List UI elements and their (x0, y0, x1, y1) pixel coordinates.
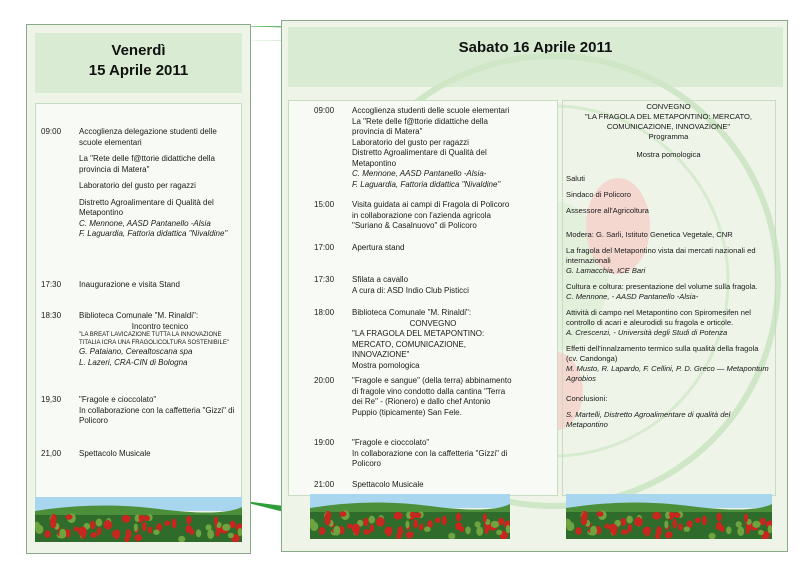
friday-date: 15 Aprile 2011 (88, 62, 189, 79)
item-line: "Fragole e cioccolato" (79, 395, 157, 404)
item-line: Visita guidata ai campi di Fragola di Policoro in collaborazione con l'azienda agricola "Suriano & Casalnuovo" di Policoro (352, 200, 510, 230)
item-line: Accoglienza delegazione studenti delle scuole elementari (79, 127, 217, 147)
item-line: Biblioteca Comunale "M. Rinaldi": (79, 311, 199, 320)
item-line: Distretto Agroalimentare di Qualità del Metapontino (79, 197, 214, 217)
item-line: CONVEGNO (409, 318, 457, 328)
time: 18:30 (41, 311, 62, 320)
item-line: Sfilata a cavallo (352, 275, 409, 284)
time: 09:00 (314, 106, 335, 115)
speaker: C. Mennone, AASD Pantanello -Alsia (79, 218, 211, 228)
item-line: "Fragole e cioccolato" (352, 438, 430, 447)
conclusioni-label: Conclusioni: (566, 394, 608, 403)
item-line: Laboratorio del gusto per ragazzi (79, 181, 196, 190)
item-line: Laboratorio del gusto per ragazzi (352, 137, 469, 147)
talk-3-speaker: A. Crescenzi, - Università degli Studi di Potenza (566, 328, 728, 337)
convegno-title: "LA FRAGOLA DEL METAPONTINO: MERCATO, COMUNICAZIONE, INNOVAZIONE" (585, 112, 752, 131)
item-line: Accoglienza studenti delle scuole elementari (352, 106, 510, 115)
item-line: Inaugurazione e visita Stand (79, 280, 180, 289)
time: 09:00 (41, 127, 62, 136)
moderator: Modera: G. Sarli, Istituto Genetica Vegetale, CNR (566, 230, 733, 239)
time: 20:00 (314, 376, 335, 385)
time: 19,30 (41, 395, 62, 404)
saturday-title: Sabato 16 Aprile 2011 (458, 39, 613, 56)
programma-label: Programma (648, 132, 689, 141)
speaker: C. Mennone, AASD Pantanello -Alsia- (352, 169, 487, 178)
talk-2-speaker: C. Mennone, - AASD Pantanello -Alsia- (566, 292, 699, 301)
item-line: A cura di: ASD Indio Club Pisticci (352, 285, 469, 295)
time: 19:00 (314, 438, 335, 447)
talk-2: Cultura e coltura: presentazione del volume sulla fragola. (566, 282, 758, 291)
item-line: Spettacolo Musicale (79, 449, 151, 458)
strawberry-field-image (566, 494, 772, 539)
speaker: G. Pataiano, Cerealtoscana spa (79, 347, 193, 356)
item-line: Spettacolo Musicale (352, 480, 424, 489)
convegno-head: CONVEGNO (646, 102, 691, 111)
item-line: Mostra pomologica (352, 360, 420, 370)
item-line: Biblioteca Comunale "M. Rinaldi": (352, 308, 472, 317)
time: 17:30 (41, 280, 62, 289)
talk-4-speaker: M. Musto, R. Lapardo, F. Cellini, P. D. Greco — Metapontum Agrobios (566, 364, 769, 383)
talk-1: La fragola del Metapontino vista dai mercati nazionali ed internazionali (566, 246, 756, 265)
convegno-program (566, 102, 771, 430)
item-line: "LA FRAGOLA DEL METAPONTINO: MERCATO, COMUNICAZIONE, INNOVAZIONE" (352, 329, 485, 359)
speaker: F. Laguardia, Fattoria didattica "Nivaldine" (79, 229, 228, 238)
friday-panel (26, 24, 251, 554)
friday-day: Venerdì (111, 42, 166, 59)
item-line: Distretto Agroalimentare di Qualità del Metapontino (352, 148, 487, 168)
item-line: La "Rete delle f@ttorie didattiche della provincia di Matera" (352, 116, 488, 136)
strawberry-field-image (35, 497, 242, 542)
time: 18:00 (314, 308, 335, 317)
talk-4: Effetti dell'innalzamento termico sulla qualità della fragola (cv. Candonga) (566, 344, 759, 363)
speaker: F. Laguardia, Fattoria didattica "Nivaldine" (352, 179, 501, 189)
assessore-label: Assessore all'Agricoltura (566, 206, 649, 215)
time: 15:00 (314, 200, 335, 209)
talk-title: "LA BREAT LAVICAZIONE TUTTA LA INNOVAZIONE TITALIA ICRA UNA FRAGOLICOLTURA SOSTENIBILE" (79, 332, 229, 346)
item-line: Apertura stand (352, 243, 405, 252)
item-line: In collaborazione con la caffetteria "Gizzi" di Policoro (352, 448, 508, 468)
speaker: L. Lazeri, CRA-CIN di Bologna (79, 357, 188, 367)
time: 17:30 (314, 275, 335, 284)
time: 21:00 (314, 480, 335, 489)
mostra-label: Mostra pomologica (636, 150, 701, 159)
time: 21,00 (41, 449, 62, 458)
item-line: In collaborazione con la caffetteria "Gizzi" di Policoro (79, 405, 235, 425)
talk-1-speaker: G. Lamacchia, ICE Bari (566, 266, 646, 275)
item-line: La "Rete delle f@ttorie didattiche della provincia di Matera" (79, 154, 215, 174)
item-line: "Fragole e sangue" (della terra) abbinamento di fragole vino condotto dalla cantina "Terra dei Re" - (Rionero) e dallo chef Antonio Puppio (tipicamente) San Fele. (352, 376, 512, 417)
friday-title (35, 41, 242, 81)
closing-speaker: S. Martelli, Distretto Agroalimentare di qualità del Metapontino (566, 410, 731, 429)
sindaco-label: Sindaco di Policoro (566, 190, 632, 199)
saluti-label: Saluti (566, 174, 585, 183)
time: 17:00 (314, 243, 335, 252)
item-line: Incontro tecnico (131, 321, 189, 331)
talk-3: Attività di campo nel Metapontino con Spiromesifen nel controllo di acari e aleurodidi su fragola e orticole. (566, 308, 751, 327)
strawberry-field-image (310, 494, 510, 539)
